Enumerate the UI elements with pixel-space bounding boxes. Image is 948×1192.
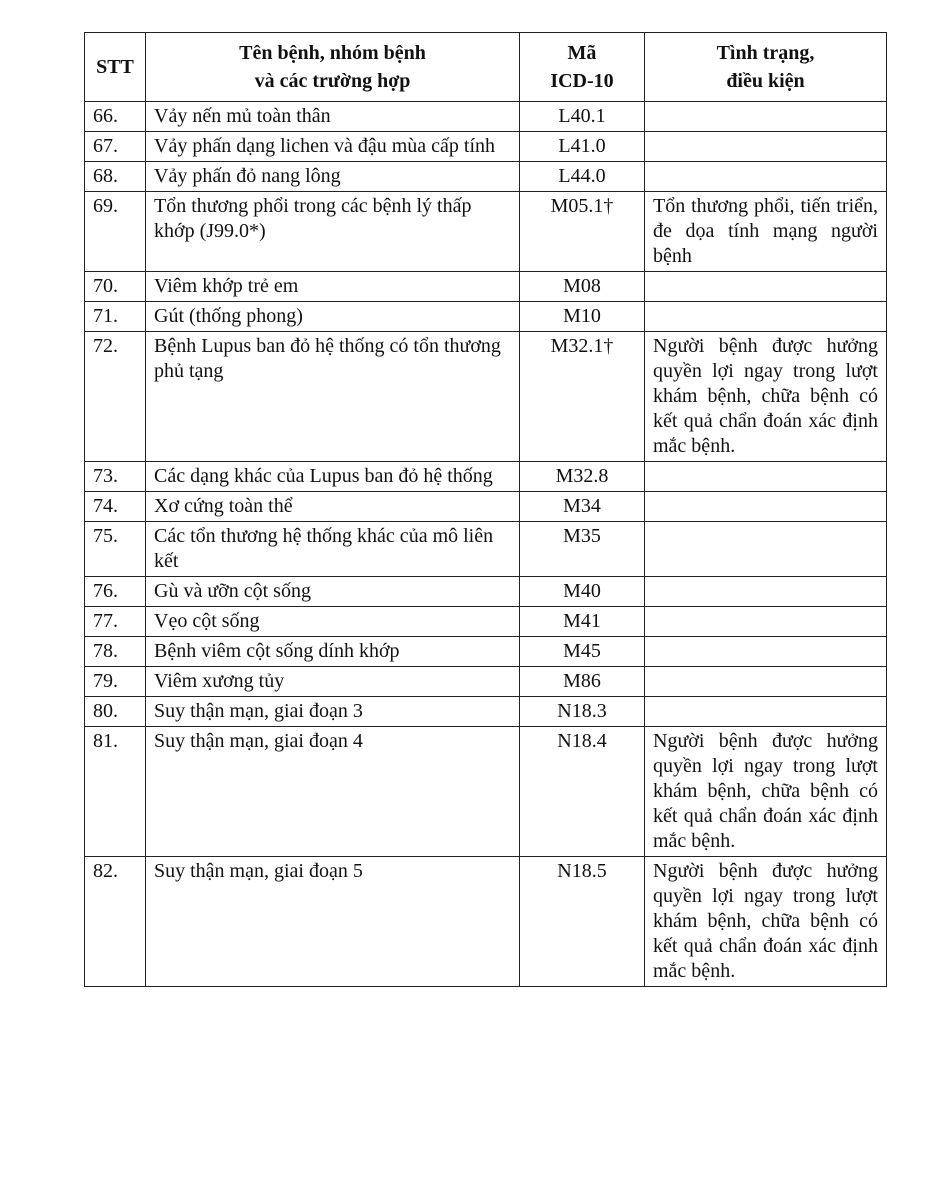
- header-disease-name-line1: Tên bệnh, nhóm bệnh: [239, 42, 426, 64]
- table-row: [85, 522, 887, 577]
- table-row: [85, 697, 887, 727]
- row-number-cell: 74.: [85, 492, 146, 522]
- table-row: [85, 192, 887, 272]
- disease-name-cell: Bệnh Lupus ban đỏ hệ thống có tổn thương phủ tạng: [146, 332, 520, 462]
- condition-cell: Người bệnh được hưởng quyền lợi ngay trong lượt khám bệnh, chữa bệnh có kết quả chẩn đoán xác định mắc bệnh.: [645, 332, 887, 462]
- table-row: [85, 577, 887, 607]
- condition-cell: [645, 637, 887, 667]
- table-row: [85, 332, 887, 462]
- row-number-cell: 73.: [85, 462, 146, 492]
- header-condition: [645, 33, 887, 102]
- icd-code-cell: L44.0: [520, 162, 645, 192]
- disease-name-cell: Vảy phấn đỏ nang lông: [146, 162, 520, 192]
- icd-code-cell: M32.1†: [520, 332, 645, 462]
- table-row: [85, 857, 887, 987]
- header-condition-line1: Tình trạng,: [716, 42, 815, 64]
- header-icd-code: [520, 33, 645, 102]
- disease-name-cell: Vẹo cột sống: [146, 607, 520, 637]
- condition-cell: [645, 697, 887, 727]
- disease-name-cell: Vảy nến mủ toàn thân: [146, 102, 520, 132]
- row-number-cell: 72.: [85, 332, 146, 462]
- icd-code-cell: M32.8: [520, 462, 645, 492]
- condition-cell: [645, 462, 887, 492]
- icd-code-cell: M34: [520, 492, 645, 522]
- row-number-cell: 78.: [85, 637, 146, 667]
- condition-cell: [645, 522, 887, 577]
- disease-name-cell: Suy thận mạn, giai đoạn 3: [146, 697, 520, 727]
- icd-code-cell: N18.3: [520, 697, 645, 727]
- table-row: [85, 132, 887, 162]
- row-number-cell: 68.: [85, 162, 146, 192]
- header-disease-name-line2: và các trường hợp: [254, 70, 411, 92]
- row-number-cell: 71.: [85, 302, 146, 332]
- disease-name-cell: Vảy phấn dạng lichen và đậu mùa cấp tính: [146, 132, 520, 162]
- condition-cell: [645, 492, 887, 522]
- condition-cell: [645, 667, 887, 697]
- table-row: [85, 302, 887, 332]
- row-number-cell: 76.: [85, 577, 146, 607]
- row-number-cell: 79.: [85, 667, 146, 697]
- icd-code-cell: M45: [520, 637, 645, 667]
- row-number-cell: 80.: [85, 697, 146, 727]
- table-row: [85, 492, 887, 522]
- row-number-cell: 81.: [85, 727, 146, 857]
- disease-name-cell: Gút (thống phong): [146, 302, 520, 332]
- icd-code-cell: L40.1: [520, 102, 645, 132]
- table-row: [85, 102, 887, 132]
- table-row: [85, 462, 887, 492]
- row-number-cell: 70.: [85, 272, 146, 302]
- icd-code-cell: M40: [520, 577, 645, 607]
- condition-cell: [645, 302, 887, 332]
- header-stt: STT: [85, 33, 146, 102]
- row-number-cell: 67.: [85, 132, 146, 162]
- disease-name-cell: Tổn thương phổi trong các bệnh lý thấp khớp (J99.0*): [146, 192, 520, 272]
- condition-cell: [645, 577, 887, 607]
- disease-name-cell: Các dạng khác của Lupus ban đỏ hệ thống: [146, 462, 520, 492]
- table-row: [85, 162, 887, 192]
- disease-name-cell: Viêm xương tủy: [146, 667, 520, 697]
- icd-disease-table: [84, 32, 887, 987]
- icd-code-cell: M10: [520, 302, 645, 332]
- condition-cell: [645, 272, 887, 302]
- icd-code-cell: L41.0: [520, 132, 645, 162]
- disease-name-cell: Gù và ưỡn cột sống: [146, 577, 520, 607]
- header-condition-line2: điều kiện: [726, 70, 805, 92]
- header-disease-name: [146, 33, 520, 102]
- disease-name-cell: Xơ cứng toàn thể: [146, 492, 520, 522]
- table-row: [85, 727, 887, 857]
- disease-name-cell: Suy thận mạn, giai đoạn 5: [146, 857, 520, 987]
- icd-code-cell: M05.1†: [520, 192, 645, 272]
- header-icd-code-line2: ICD-10: [550, 70, 614, 92]
- table-body: [85, 102, 887, 987]
- disease-name-cell: Viêm khớp trẻ em: [146, 272, 520, 302]
- row-number-cell: 75.: [85, 522, 146, 577]
- condition-cell: Người bệnh được hưởng quyền lợi ngay trong lượt khám bệnh, chữa bệnh có kết quả chẩn đoán xác định mắc bệnh.: [645, 727, 887, 857]
- condition-cell: Người bệnh được hưởng quyền lợi ngay trong lượt khám bệnh, chữa bệnh có kết quả chẩn đoán xác định mắc bệnh.: [645, 857, 887, 987]
- disease-name-cell: Các tổn thương hệ thống khác của mô liên kết: [146, 522, 520, 577]
- condition-cell: [645, 607, 887, 637]
- row-number-cell: 77.: [85, 607, 146, 637]
- header-row: [85, 33, 887, 102]
- icd-code-cell: M08: [520, 272, 645, 302]
- icd-code-cell: M41: [520, 607, 645, 637]
- row-number-cell: 66.: [85, 102, 146, 132]
- icd-code-cell: N18.4: [520, 727, 645, 857]
- table-row: [85, 272, 887, 302]
- condition-cell: Tổn thương phổi, tiến triển, đe dọa tính mạng người bệnh: [645, 192, 887, 272]
- icd-code-cell: M35: [520, 522, 645, 577]
- icd-code-cell: M86: [520, 667, 645, 697]
- header-icd-code-line1: Mã: [567, 42, 597, 64]
- table-row: [85, 667, 887, 697]
- row-number-cell: 69.: [85, 192, 146, 272]
- table-row: [85, 637, 887, 667]
- row-number-cell: 82.: [85, 857, 146, 987]
- condition-cell: [645, 162, 887, 192]
- disease-name-cell: Suy thận mạn, giai đoạn 4: [146, 727, 520, 857]
- condition-cell: [645, 132, 887, 162]
- table-row: [85, 607, 887, 637]
- condition-cell: [645, 102, 887, 132]
- disease-name-cell: Bệnh viêm cột sống dính khớp: [146, 637, 520, 667]
- icd-code-cell: N18.5: [520, 857, 645, 987]
- table-header: [85, 33, 887, 102]
